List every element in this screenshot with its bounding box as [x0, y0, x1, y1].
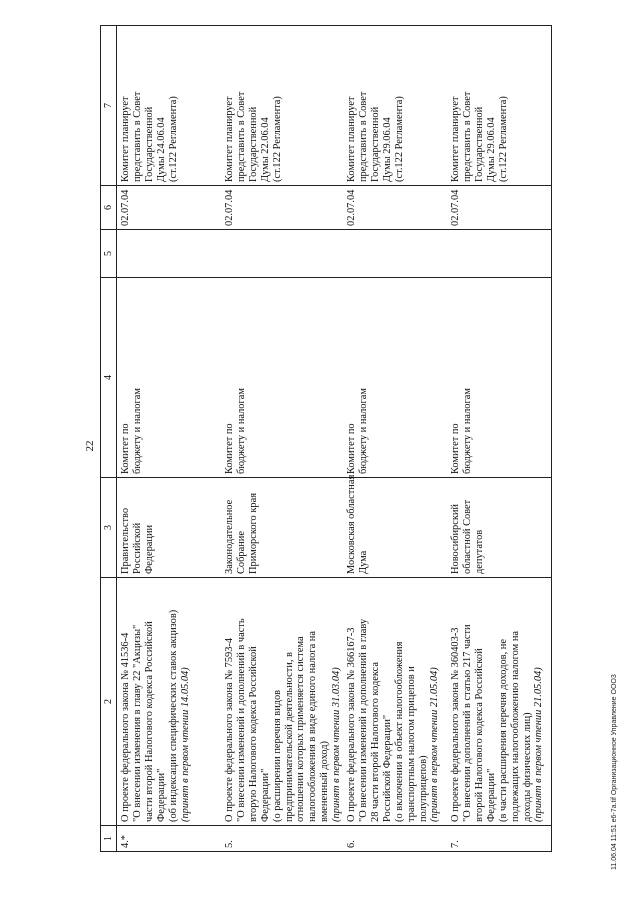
note-line: Думы 22.06.04: [259, 117, 271, 182]
initiator-line: Приморского края: [247, 493, 259, 574]
title-line: части второй Налогового кодекса Российской: [143, 621, 155, 822]
title-line: доходы физических лиц): [521, 712, 533, 822]
page-number: 22: [84, 440, 96, 452]
title-line: Федерации": [155, 768, 167, 822]
table-row: [343, 26, 447, 852]
title-line: вторую Налогового кодекса Российской: [247, 646, 259, 822]
note-line: представить в Совет: [357, 91, 369, 182]
row-number: 7.: [447, 826, 552, 852]
title-line: Российской Федерации": [381, 714, 393, 822]
initiator-line: Новосибирский: [450, 504, 462, 574]
initiator-line: Московская областная: [346, 474, 358, 574]
title-line: (в части расширения перечня доходов, не: [497, 639, 509, 822]
title-line: транспортным налогом прицепов и: [405, 666, 417, 822]
title-line: Федерации": [485, 768, 497, 822]
bill-description: [117, 578, 222, 826]
title-line: (о включении в объект налогообложения: [393, 641, 405, 822]
title-line: "О внесении дополнений в статью 217 части: [461, 624, 473, 822]
initiator: [117, 478, 222, 578]
table-row: [221, 26, 343, 852]
note: [221, 26, 343, 186]
title-line: (о расширении перечня видов: [271, 689, 283, 822]
title-line: "О внесении изменений и дополнений в главу: [357, 618, 369, 822]
initiator-line: Правительство: [120, 507, 131, 574]
header-row: [101, 26, 117, 852]
committee-line: бюджету и налогам: [357, 388, 369, 474]
title-line: Федерации": [259, 768, 271, 822]
bill-description: [221, 578, 343, 826]
title-line: подлежащих налогообложению налогом на: [509, 631, 521, 822]
row-number: 6.: [343, 826, 447, 852]
title-line: полуприцепов): [417, 755, 429, 822]
bill-description: [343, 578, 447, 826]
column-5: [447, 230, 552, 278]
initiator: [221, 478, 343, 578]
note-line: Думы 24.06.04: [155, 117, 167, 182]
committee-line: Комитет по: [346, 423, 358, 474]
initiator-line: Федерации: [143, 524, 155, 574]
title-line: "О внесении изменений и дополнений в часть: [235, 618, 247, 822]
committee-line: бюджету и налогам: [235, 388, 247, 474]
committee: [343, 278, 447, 478]
table-row: [117, 26, 222, 852]
header-cell-4: 4: [101, 278, 117, 478]
note-line: Думы 29.06.04: [381, 117, 393, 182]
note-line: Государственной: [473, 106, 485, 182]
date: 02.07.04: [221, 186, 343, 230]
header-cell-1: 1: [101, 826, 117, 852]
row-number: 4.*: [117, 826, 222, 852]
note-line: представить в Совет: [461, 91, 473, 182]
title-line: второй Налогового кодекса Российской: [473, 648, 485, 822]
title-line: О проекте федерального закона № 7593-4: [224, 637, 235, 822]
reading-status: (принят в первом чтении 14.05.04): [179, 667, 191, 822]
note-line: (ст.122 Регламента): [167, 96, 179, 182]
title-line: вмененный доход): [319, 740, 331, 822]
date: 02.07.04: [343, 186, 447, 230]
header-cell-3: 3: [101, 478, 117, 578]
initiator: [447, 478, 552, 578]
note-line: представить в Совет: [235, 91, 247, 182]
initiator-line: Дума: [357, 550, 369, 574]
header-cell-6: 6: [101, 186, 117, 230]
note: [343, 26, 447, 186]
bill-description: [447, 578, 552, 826]
header-cell-7: 7: [101, 26, 117, 186]
committee: [447, 278, 552, 478]
title-line: предпринимательской деятельности, в: [283, 652, 295, 822]
initiator-line: Законодательное: [224, 499, 235, 574]
note-line: Государственной: [247, 106, 259, 182]
committee-line: Комитет по: [120, 423, 131, 474]
table-row: [447, 26, 552, 852]
note-line: представить в Совет: [131, 91, 143, 182]
header-cell-5: 5: [101, 230, 117, 278]
legislation-table: [100, 25, 552, 852]
initiator-line: Российской: [131, 522, 143, 574]
initiator-line: областной Совет: [461, 499, 473, 574]
scan-footer: 11.06.04 11:51 e6-7a.tif Организационное Управление ООО3: [611, 674, 618, 870]
committee-line: Комитет по: [224, 423, 235, 474]
title-line: О проекте федерального закона № 360403-3: [450, 627, 462, 822]
note-line: Комитет планирует: [224, 96, 235, 182]
title-line: налогообложения в виде единого налога на: [307, 631, 319, 822]
committee: [117, 278, 222, 478]
column-5: [343, 230, 447, 278]
title-line: "О внесении изменения в главу 22 "Акцизы": [131, 624, 143, 822]
reading-status: (принят в первом чтении 21.05.04): [533, 667, 545, 822]
date: 02.07.04: [117, 186, 222, 230]
row-number: 5.: [221, 826, 343, 852]
note-line: (ст.122 Регламента): [497, 96, 509, 182]
title-line: 28 части второй Налогового кодекса: [369, 662, 381, 822]
note-line: (ст.122 Регламента): [393, 96, 405, 182]
committee-line: бюджету и налогам: [131, 388, 143, 474]
note-line: Думы 29.06.04: [485, 117, 497, 182]
title-line: О проекте федерального закона № 41536-4: [120, 632, 131, 822]
note-line: (ст.122 Регламента): [271, 96, 283, 182]
committee-line: Комитет по: [450, 423, 462, 474]
note-line: Комитет планирует: [120, 96, 131, 182]
header-cell-2: 2: [101, 578, 117, 826]
reading-status: (принят в первом чтении 31.03.04): [331, 667, 343, 822]
initiator-line: депутатов: [473, 529, 485, 574]
initiator-line: Собрание: [235, 531, 247, 574]
note-line: Комитет планирует: [346, 96, 358, 182]
date: 02.07.04: [447, 186, 552, 230]
note: [447, 26, 552, 186]
title-line: (об индексации специфических ставок акцизов): [167, 609, 179, 822]
note-line: Государственной: [369, 106, 381, 182]
reading-status: (принят в первом чтении 21.05.04): [429, 667, 441, 822]
committee: [221, 278, 343, 478]
column-5: [117, 230, 222, 278]
initiator: [343, 474, 447, 578]
note-line: Комитет планирует: [450, 96, 462, 182]
title-line: О проекте федерального закона № 366167-3: [346, 627, 358, 822]
committee-line: бюджету и налогам: [461, 388, 473, 474]
note: [117, 26, 222, 186]
note-line: Государственной: [143, 106, 155, 182]
column-5: [221, 230, 343, 278]
title-line: отношении которых применяется система: [295, 636, 307, 822]
